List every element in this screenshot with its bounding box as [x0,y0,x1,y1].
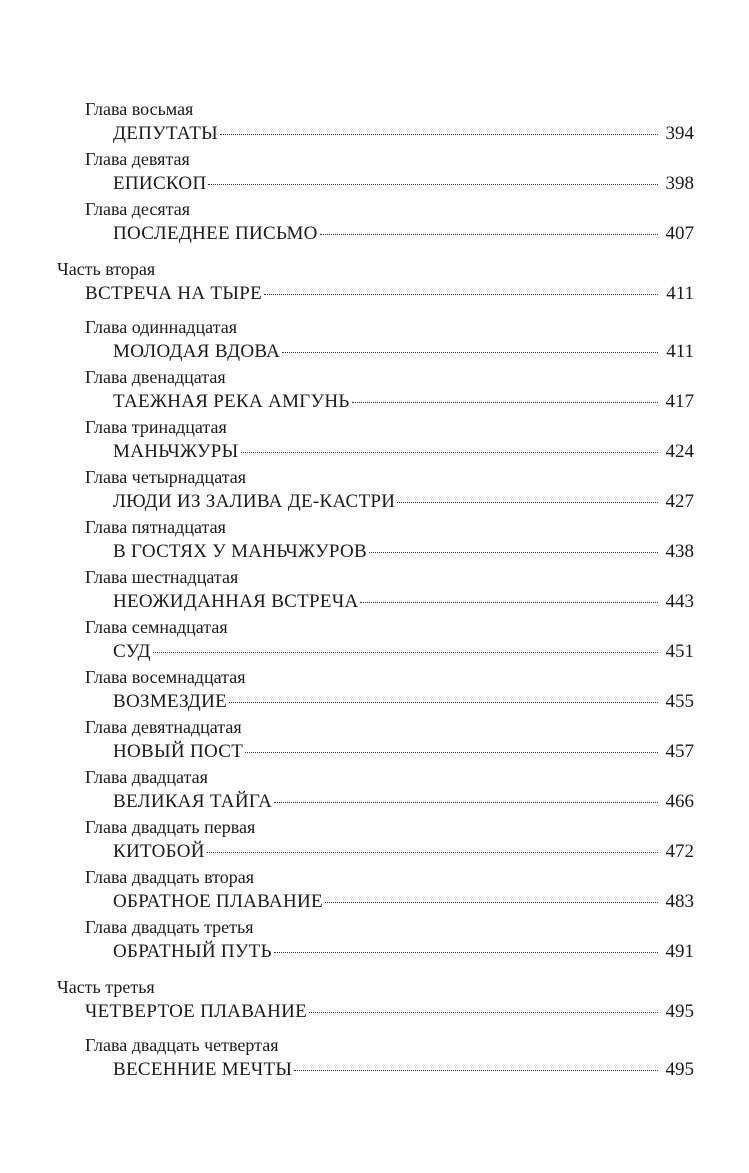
chapter-title: ТАЕЖНАЯ РЕКА АМГУНЬ [113,391,350,412]
toc-row[interactable] [57,121,694,147]
toc-entry [57,715,694,765]
page-number: 472 [665,841,694,862]
toc-row[interactable] [57,589,694,615]
chapter-title: НОВЫЙ ПОСТ [113,741,244,762]
dot-leader [220,134,658,135]
dot-leader [320,234,658,235]
toc-row[interactable] [57,939,694,965]
chapter-label: Глава тринадцатая [85,417,227,437]
chapter-label: Глава восемнадцатая [85,667,246,687]
chapter-label: Глава двенадцатая [85,367,226,387]
chapter-label: Глава девятнадцатая [85,717,242,737]
toc-entry [57,415,694,465]
dot-leader [264,294,658,295]
chapter-label: Глава одиннадцатая [85,317,237,337]
toc-entry [57,97,694,147]
dot-leader [207,852,658,853]
toc-row[interactable] [57,439,694,465]
page-number: 455 [665,691,694,712]
toc-row[interactable] [57,221,694,247]
toc-row[interactable] [57,489,694,515]
page-number: 466 [665,791,694,812]
dot-leader [245,752,658,753]
chapter-label: Глава десятая [85,199,190,219]
dot-leader [352,402,658,403]
toc-entry [57,147,694,197]
page-number: 451 [665,641,694,662]
table-of-contents [57,97,694,1083]
dot-leader [274,802,658,803]
chapter-label: Глава двадцать вторая [85,867,255,887]
dot-leader [153,652,658,653]
chapter-title: ВЕСЕННИЕ МЕЧТЫ [113,1059,293,1080]
toc-entry [57,815,694,865]
toc-row[interactable] [57,339,694,365]
chapter-title: ОБРАТНЫЙ ПУТЬ [113,941,272,962]
page-number: 407 [665,223,694,244]
toc-entry [57,915,694,965]
dot-leader [229,702,658,703]
toc-entry [57,365,694,415]
chapter-title: ПОСЛЕДНЕЕ ПИСЬМО [113,223,318,244]
chapter-label: Глава восьмая [85,99,194,119]
chapter-label: Глава четырнадцатая [85,467,247,487]
toc-row[interactable] [57,1057,694,1083]
dot-leader [282,352,658,353]
dot-leader [208,184,658,185]
page-number: 394 [665,123,694,144]
toc-entry [57,197,694,247]
page-number: 438 [665,541,694,562]
toc-part-entry [57,975,694,1025]
part-title: ЧЕТВЕРТОЕ ПЛАВАНИЕ [85,1001,308,1022]
page-number: 411 [666,283,694,304]
chapter-title: В ГОСТЯХ У МАНЬЧЖУРОВ [113,541,367,562]
toc-entry [57,465,694,515]
chapter-label: Глава шестнадцатая [85,567,239,587]
page-number: 483 [665,891,694,912]
chapter-title: ЛЮДИ ИЗ ЗАЛИВА ДЕ-КАСТРИ [113,491,396,512]
dot-leader [294,1070,658,1071]
toc-entry [57,865,694,915]
chapter-title: КИТОБОЙ [113,841,205,862]
dot-leader [369,552,658,553]
page-number: 495 [665,1059,694,1080]
page-number: 411 [666,341,694,362]
chapter-label: Глава семнадцатая [85,617,228,637]
toc-row[interactable] [57,639,694,665]
chapter-title: МАНЬЧЖУРЫ [113,441,239,462]
chapter-title: ОБРАТНОЕ ПЛАВАНИЕ [113,891,323,912]
page-number: 495 [665,1001,694,1022]
chapter-label: Глава двадцатая [85,767,208,787]
toc-row[interactable] [57,539,694,565]
chapter-title: ВЕЛИКАЯ ТАЙГА [113,791,273,812]
page-number: 443 [665,591,694,612]
toc-entry [57,765,694,815]
chapter-title: МОЛОДАЯ ВДОВА [113,341,281,362]
toc-row[interactable] [57,171,694,197]
page-number: 417 [665,391,694,412]
dot-leader [397,502,658,503]
toc-row[interactable] [57,739,694,765]
part-label: Часть третья [57,977,155,997]
toc-entry [57,315,694,365]
toc-part-entry [57,257,694,307]
toc-entry [57,565,694,615]
dot-leader [325,902,658,903]
chapter-title: ЕПИСКОП [113,173,207,194]
dot-leader [241,452,658,453]
chapter-title: НЕОЖИДАННАЯ ВСТРЕЧА [113,591,359,612]
toc-entry [57,665,694,715]
toc-row[interactable] [57,889,694,915]
dot-leader [309,1012,658,1013]
toc-row[interactable] [57,689,694,715]
toc-row[interactable] [57,789,694,815]
page-number: 398 [665,173,694,194]
toc-row[interactable] [57,999,694,1025]
toc-row[interactable] [57,389,694,415]
toc-entry [57,1033,694,1083]
chapter-label: Глава двадцать третья [85,917,254,937]
page-number: 427 [665,491,694,512]
page-number: 424 [665,441,694,462]
page-number: 491 [665,941,694,962]
chapter-label: Глава двадцать первая [85,817,256,837]
dot-leader [274,952,658,953]
chapter-label: Глава девятая [85,149,190,169]
toc-entry [57,615,694,665]
chapter-title: СУД [113,641,151,662]
part-label: Часть вторая [57,259,156,279]
page-number: 457 [665,741,694,762]
chapter-label: Глава пятнадцатая [85,517,226,537]
toc-row[interactable] [57,281,694,307]
toc-entry [57,515,694,565]
dot-leader [360,602,658,603]
chapter-title: ВОЗМЕЗДИЕ [113,691,227,712]
part-title: ВСТРЕЧА НА ТЫРЕ [85,283,262,304]
chapter-title: ДЕПУТАТЫ [113,123,219,144]
chapter-label: Глава двадцать четвертая [85,1035,279,1055]
toc-row[interactable] [57,839,694,865]
